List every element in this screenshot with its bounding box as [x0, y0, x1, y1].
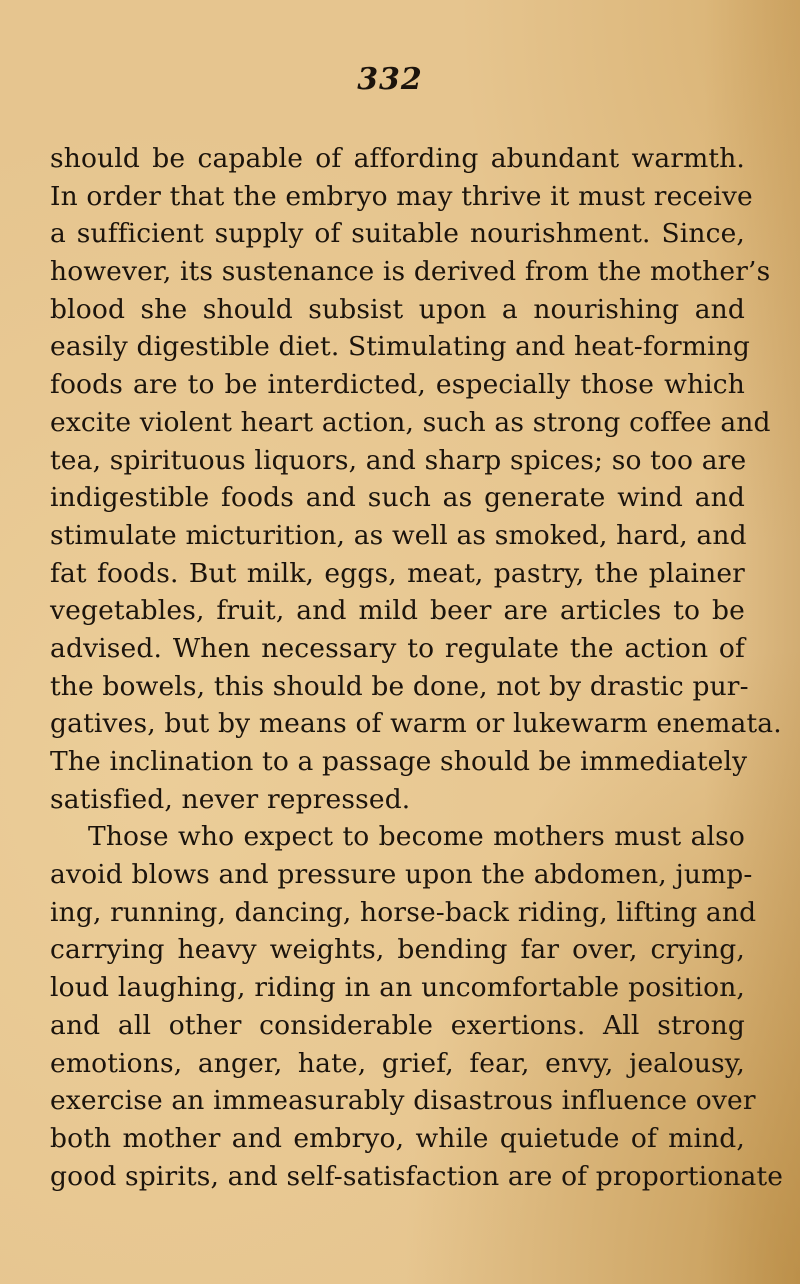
- text-line: ing, running, dancing, horse-back riding, lifting and: [50, 896, 757, 928]
- text-line: avoid blows and pressure upon the abdomen, jump-: [50, 859, 753, 891]
- text-line: carrying heavy weights, bending far over, crying,: [50, 934, 745, 966]
- text-line: a sufficient supply of suitable nourishment. Since,: [50, 218, 745, 250]
- text-line: easily digestible diet. Stimulating and heat-forming: [50, 331, 750, 363]
- text-line: tea, spirituous liquors, and sharp spices; so too are: [50, 444, 747, 476]
- text-line: indigestible foods and such as generate wind and: [50, 482, 745, 514]
- paragraph-start-line: Those who expect to become mothers must also: [88, 821, 745, 853]
- text-line: gatives, but by means of warm or lukewarm enemata.: [50, 708, 782, 740]
- text-line: good spirits, and self-satisfaction are of proportionate: [50, 1160, 784, 1192]
- text-line: loud laughing, riding in an uncomfortable position,: [50, 972, 745, 1004]
- body-text: [50, 140, 784, 1195]
- text-line: fat foods. But milk, eggs, meat, pastry, the plainer: [50, 557, 745, 589]
- text-line: the bowels, this should be done, not by drastic pur-: [50, 670, 749, 702]
- text-line: foods are to be interdicted, especially those which: [50, 369, 745, 401]
- text-line: In order that the embryo may thrive it must receive: [50, 180, 753, 212]
- text-line: The inclination to a passage should be immediately: [50, 746, 748, 777]
- text-line: and all other considerable exertions. All strong: [50, 1009, 745, 1041]
- text-line: stimulate micturition, as well as smoked, hard, and: [50, 519, 747, 551]
- page-number: 332: [357, 62, 423, 97]
- paragraph-end-line: satisfied, never repressed.: [50, 783, 411, 815]
- text-line: should be capable of affording abundant warmth.: [50, 143, 745, 174]
- text-line: advised. When necessary to regulate the action of: [50, 632, 745, 664]
- text-line: exercise an immeasurably disastrous influence over: [50, 1085, 756, 1117]
- text-line: emotions, anger, hate, grief, fear, envy, jealousy,: [50, 1047, 745, 1079]
- text-line: vegetables, fruit, and mild beer are articles to be: [50, 595, 745, 627]
- text-line: blood she should subsist upon a nourishing and: [50, 293, 745, 325]
- text-line: excite violent heart action, such as strong coffee and: [50, 406, 771, 438]
- text-line: both mother and embryo, while quietude of mind,: [50, 1122, 745, 1154]
- text-line: however, its sustenance is derived from the mother’s: [50, 256, 771, 288]
